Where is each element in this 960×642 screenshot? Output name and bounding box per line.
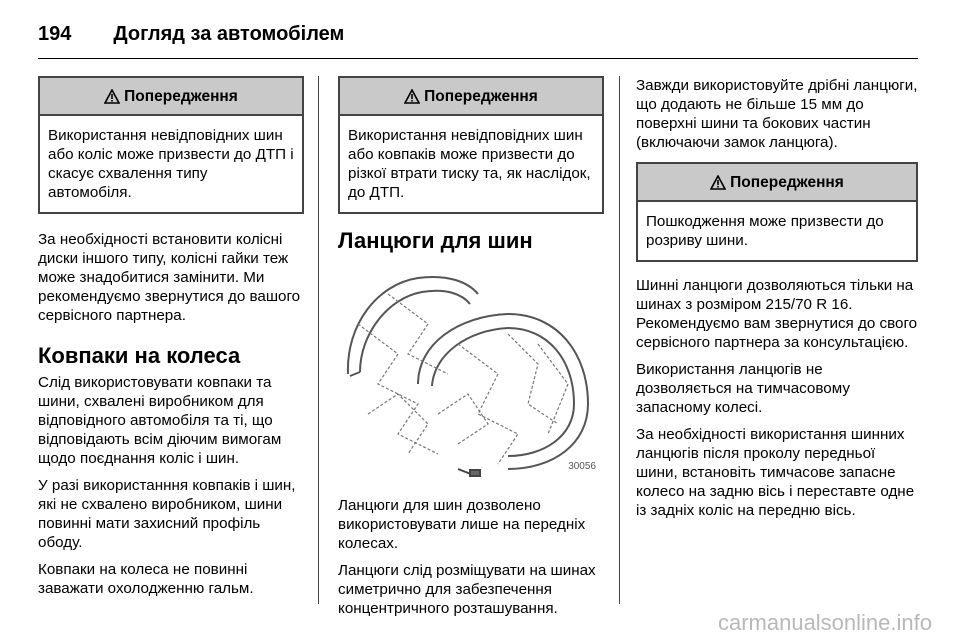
warning-box	[636, 162, 918, 262]
column-3	[636, 76, 918, 528]
warning-triangle-icon	[104, 89, 120, 104]
warning-title: Попередження	[124, 87, 238, 105]
page-number: 194	[38, 22, 72, 45]
snow-chain-illustration	[338, 264, 600, 480]
paragraph: Шинні ланцюги дозволяються тільки на шинах з розміром 215/70 R 16. Рекомендуємо вам звернутися до свого сервісного партнера за консультацією.	[636, 277, 918, 351]
paragraph: За необхідності використання шинних ланцюгів після проколу передньої шини, встановіть тимчасове запасне колесо на задню вісь і переставте одне із задніх коліс на передню вісь.	[636, 426, 915, 519]
watermark: carmanualsonline.info	[717, 610, 932, 635]
column-1	[38, 76, 304, 606]
snow-chains-figure	[338, 264, 600, 480]
warning-header	[40, 78, 302, 116]
section-title: Ланцюги для шин	[338, 228, 533, 253]
paragraph: Використання ланцюгів не дозволяється на тимчасовому запасному колесі.	[636, 361, 850, 416]
warning-box	[338, 76, 604, 214]
warning-title: Попередження	[424, 87, 538, 105]
column-divider-1	[318, 76, 319, 604]
header-rule	[38, 58, 918, 59]
column-2	[338, 76, 604, 626]
paragraph: Ковпаки на колеса не повинні заважати охолодженню гальм.	[38, 561, 254, 597]
paragraph: У разі використанння ковпаків і шин, які не схвалено виробником, шини повинні мати захисний профіль ободу.	[38, 477, 296, 551]
paragraph: Завжди використовуйте дрібні ланцюги, що додають не більше 15 мм до поверхні шини та бокових частин (включаючи замок ланцюга).	[636, 77, 918, 151]
warning-text: Використання невідповідних шин або коліс може призвести до ДТП і скасує схвалення типу автомобіля.	[48, 127, 294, 201]
warning-text: Пошкодження може призвести до розриву шини.	[646, 213, 884, 249]
warning-box	[38, 76, 304, 214]
warning-triangle-icon	[404, 89, 420, 104]
warning-header	[340, 78, 602, 116]
warning-header	[638, 164, 916, 202]
paragraph: Ланцюги для шин дозволено використовувати лише на передніх колесах.	[338, 497, 586, 552]
column-divider-2	[619, 76, 620, 604]
page-header	[38, 14, 344, 54]
paragraph: За необхідності встановити колісні диски іншого типу, колісні гайки теж може знадобитися замінити. Ми рекомендуємо звернутися до вашого сервісного партнера.	[38, 231, 301, 324]
paragraph: Ланцюги слід розміщувати на шинах симетрично для забезпечення концентричного розташування.	[338, 562, 596, 617]
warning-text: Використання невідповідних шин або ковпаків може призвести до різкої втрати тиску та, як наслідок, до ДТП.	[348, 127, 591, 201]
warning-triangle-icon	[710, 175, 726, 190]
paragraph: Слід використовувати ковпаки та шини, схвалені виробником для відповідного автомобіля та ті, що відповідають всім діючим вимогам щодо поєднання коліс і шин.	[38, 374, 282, 467]
section-title: Ковпаки на колеса	[38, 343, 241, 368]
page-title: Догляд за автомобілем	[113, 22, 345, 45]
figure-number: 30056	[568, 461, 596, 472]
warning-title: Попередження	[730, 173, 844, 191]
